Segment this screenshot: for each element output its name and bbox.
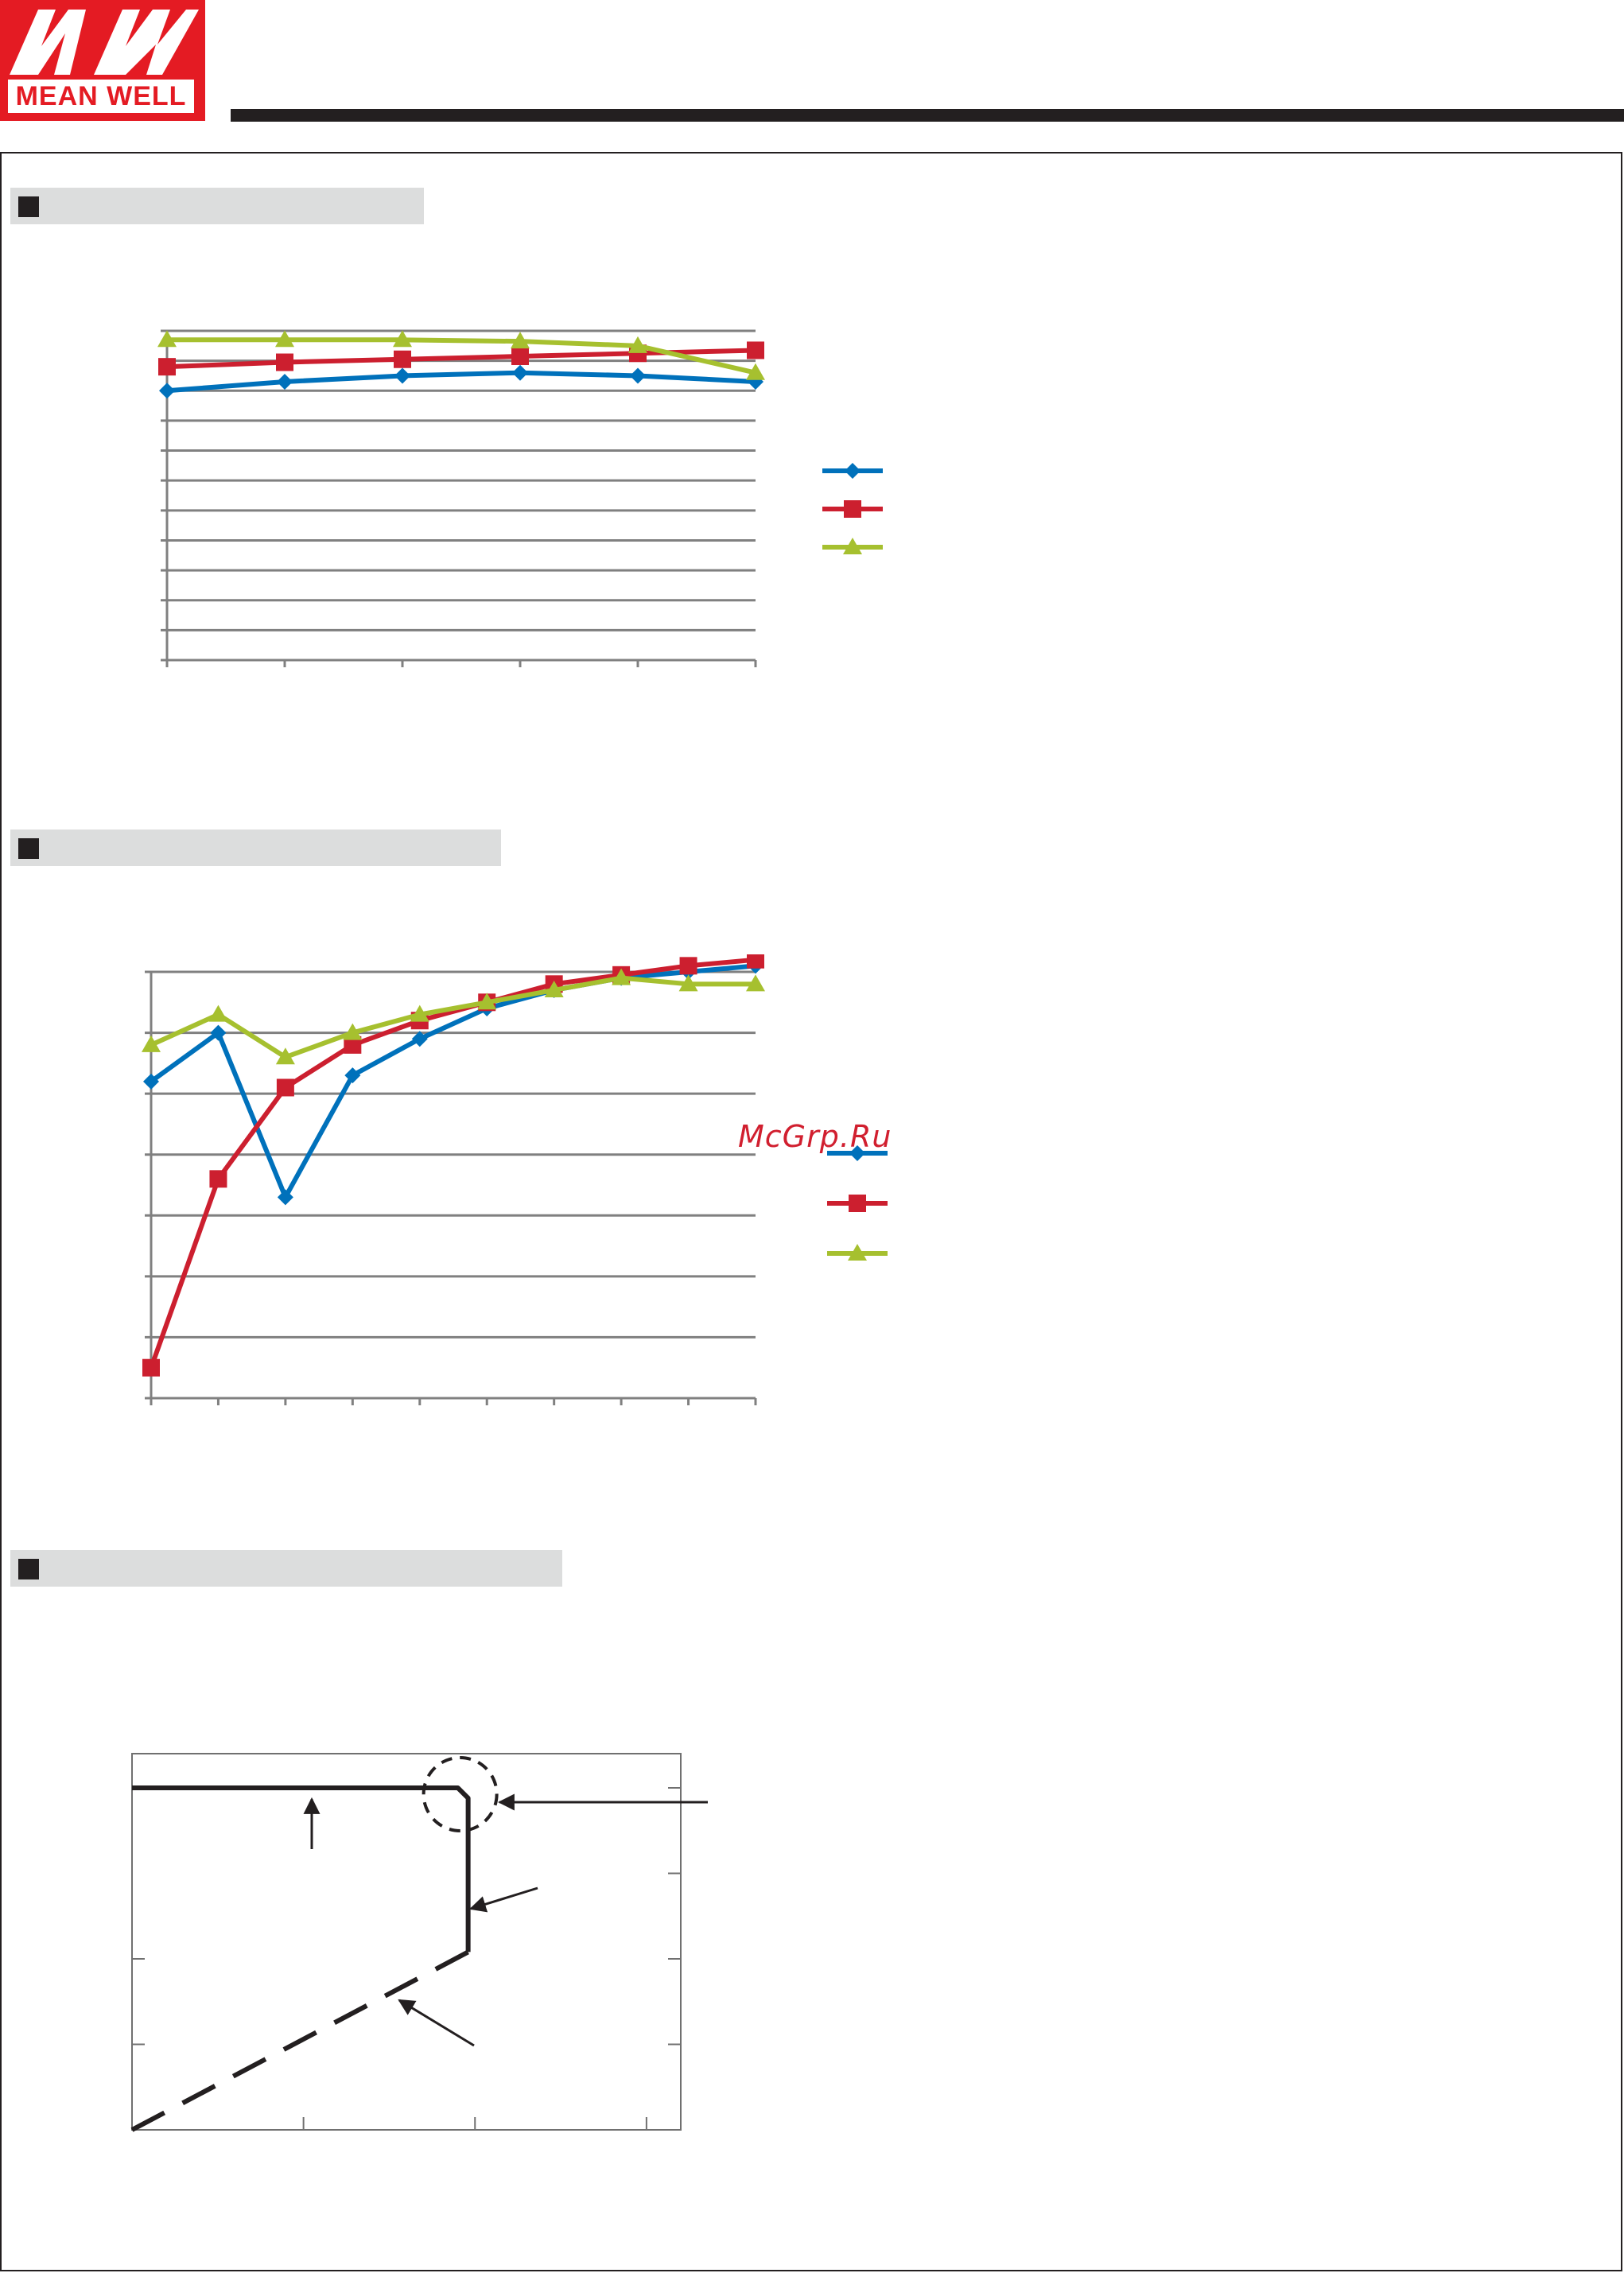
annotation-arrow-3 xyxy=(471,1888,538,1909)
watermark: McGrp.Ru xyxy=(738,1119,892,1154)
annotation-arrow-4 xyxy=(399,2000,474,2046)
section-bullet xyxy=(18,196,39,217)
chart-2 xyxy=(0,954,954,1432)
data-point xyxy=(277,374,293,390)
legend-marker-2 xyxy=(844,500,861,518)
curve-solid xyxy=(132,1788,468,1952)
section-header-1 xyxy=(10,188,424,224)
data-point xyxy=(394,351,411,368)
series-line-1 xyxy=(151,966,756,1197)
legend-marker-1 xyxy=(845,463,861,479)
data-point xyxy=(511,348,529,365)
data-point xyxy=(747,341,764,359)
section-bullet xyxy=(18,838,39,859)
data-point xyxy=(142,1359,160,1377)
data-point xyxy=(747,954,764,969)
chart-3 xyxy=(0,1742,795,2155)
data-point xyxy=(680,957,697,974)
section-bullet xyxy=(18,1559,39,1579)
plot-frame xyxy=(132,1754,681,2130)
header-rule xyxy=(231,109,1624,122)
series-line-2 xyxy=(151,960,756,1368)
brand-wordmark: MEAN WELL xyxy=(8,80,194,113)
data-point xyxy=(158,358,176,375)
chart-1 xyxy=(0,310,954,684)
series-line-1 xyxy=(167,373,756,391)
legend-marker-2 xyxy=(849,1195,866,1212)
data-point xyxy=(630,367,646,383)
mw-logo-mark xyxy=(6,5,199,80)
data-point xyxy=(208,1005,227,1022)
data-point xyxy=(276,354,293,371)
section-header-3 xyxy=(10,1550,562,1587)
series-line-3 xyxy=(151,978,756,1058)
data-point xyxy=(277,1078,294,1096)
data-point xyxy=(512,365,528,381)
data-point xyxy=(159,383,175,398)
section-header-2 xyxy=(10,830,501,866)
mean-well-logo xyxy=(0,0,205,121)
data-point xyxy=(394,367,410,383)
curve-dashed xyxy=(132,1952,468,2130)
data-point xyxy=(209,1170,227,1187)
knee-highlight-circle xyxy=(424,1758,497,1831)
